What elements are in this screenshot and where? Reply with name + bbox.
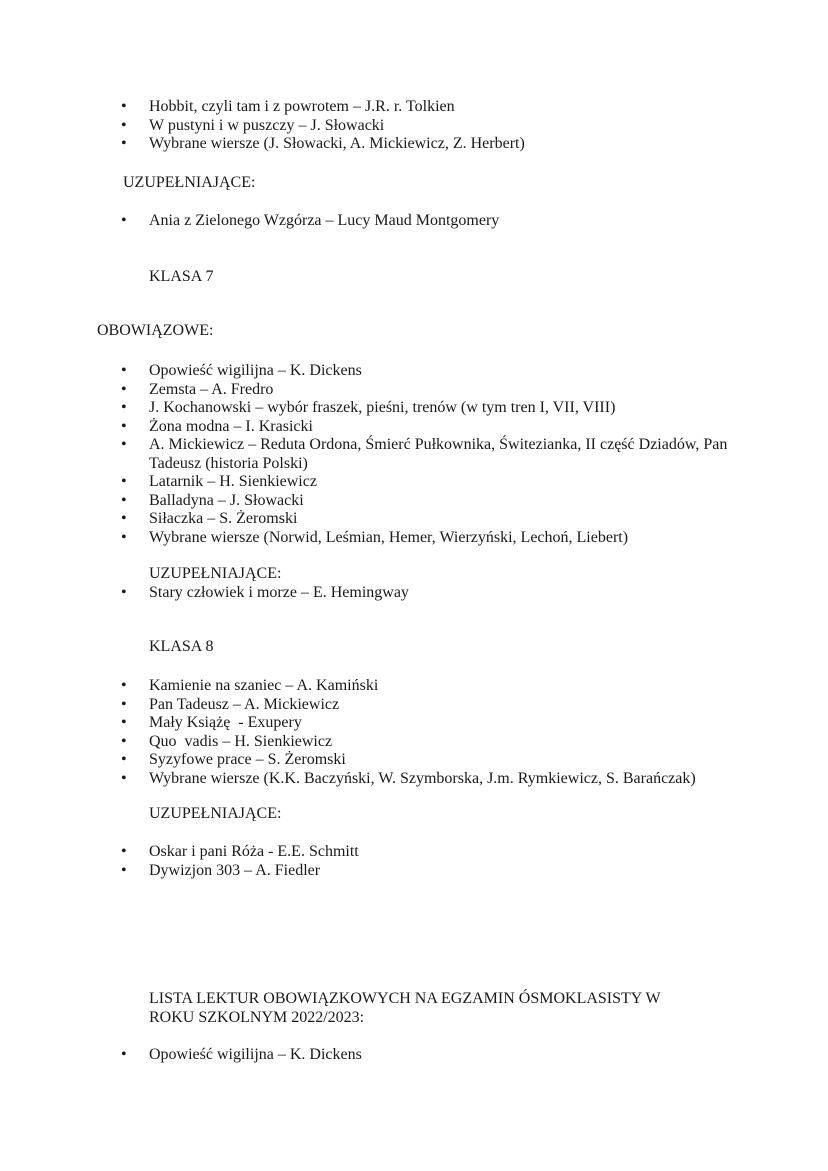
list-item-text: Wybrane wiersze (K.K. Baczyński, W. Szymborska, J.m. Rymkiewicz, S. Barańczak) (149, 769, 696, 787)
list-item (0, 436, 740, 473)
list-item (0, 510, 740, 529)
bullet: • (121, 362, 127, 379)
klasa8-required-list (0, 677, 760, 788)
klasa7-supplementary-list (0, 584, 700, 603)
list-item-text: W pustyni i w puszczy – J. Słowacki (149, 116, 385, 134)
list-item-text: Oskar i pani Róża - E.E. Schmitt (149, 843, 359, 860)
list-item (0, 1046, 700, 1065)
klasa6-supplementary-list (0, 212, 700, 231)
bullet: • (121, 135, 127, 152)
list-item-text: Syzyfowe prace – S. Żeromski (149, 751, 346, 768)
list-item-text: J. Kochanowski – wybór fraszek, pieśni, trenów (w tym tren I, VII, VIII) (149, 399, 616, 416)
bullet: • (121, 584, 127, 601)
bullet: • (121, 491, 127, 509)
list-item-text: Kamienie na szaniec – A. Kamiński (149, 677, 379, 694)
list-item (0, 843, 700, 862)
bullet: • (121, 98, 127, 115)
list-item (0, 98, 700, 117)
bullet: • (121, 861, 127, 879)
bullet: • (121, 677, 127, 694)
list-item (0, 677, 760, 696)
bullet: • (121, 1046, 127, 1063)
list-item-text: A. Mickiewicz – Reduta Ordona, Śmierć Pułkownika, Świtezianka, II część Dziadów, Pan Tadeusz (historia Polski) (149, 436, 728, 472)
list-item (0, 212, 700, 231)
list-item-text: Wybrane wiersze (J. Słowacki, A. Mickiewicz, Z. Herbert) (149, 135, 525, 152)
bullet: • (121, 732, 127, 750)
list-item (0, 135, 700, 154)
list-item-text: Latarnik – H. Sienkiewicz (149, 473, 317, 490)
list-item (0, 862, 700, 881)
heading-supplementary: UZUPEŁNIAJĄCE: (149, 565, 282, 582)
list-item (0, 733, 760, 752)
heading-klasa-8: KLASA 8 (149, 638, 214, 655)
list-item (0, 381, 740, 400)
list-item-text: Balladyna – J. Słowacki (149, 491, 304, 509)
heading-exam-line-1: LISTA LEKTUR OBOWIĄZKOWYCH NA EGZAMIN ÓSMOKLASISTY W (149, 990, 661, 1007)
klasa8-supplementary-list (0, 843, 700, 880)
exam-list (0, 1046, 700, 1065)
list-item-text: Dywizjon 303 – A. Fiedler (149, 861, 321, 879)
list-item (0, 117, 700, 136)
bullet: • (121, 528, 127, 546)
bullet: • (121, 417, 127, 435)
list-item-text: Quo vadis – H. Sienkiewicz (149, 732, 333, 750)
list-item-text: Siłaczka – S. Żeromski (149, 510, 298, 527)
bullet: • (121, 380, 127, 398)
heading-supplementary: UZUPEŁNIAJĄCE: (149, 805, 282, 822)
list-item-text: Ania z Zielonego Wzgórza – Lucy Maud Montgomery (149, 212, 500, 229)
bullet: • (121, 714, 127, 731)
list-item (0, 399, 740, 418)
klasa7-required-list (0, 362, 740, 547)
list-item (0, 751, 760, 770)
list-item (0, 584, 700, 603)
bullet: • (121, 843, 127, 860)
list-item-text: Pan Tadeusz – A. Mickiewicz (149, 695, 340, 713)
list-item-text: Opowieść wigilijna – K. Dickens (149, 1046, 362, 1063)
heading-exam-line-2: ROKU SZKOLNYM 2022/2023: (149, 1008, 365, 1026)
heading-exam-list (149, 990, 661, 1027)
list-item-text: Żona modna – I. Krasicki (149, 417, 313, 435)
bullet: • (121, 769, 127, 787)
list-item (0, 492, 740, 511)
bullet: • (121, 436, 127, 453)
list-item (0, 362, 740, 381)
list-item-text: Mały Książę - Exupery (149, 714, 302, 731)
list-item-text: Zemsta – A. Fredro (149, 380, 274, 398)
list-item (0, 473, 740, 492)
bullet: • (121, 399, 127, 416)
list-item (0, 418, 740, 437)
list-item-text: Wybrane wiersze (Norwid, Leśmian, Hemer, Wierzyński, Lechoń, Liebert) (149, 528, 629, 546)
list-item (0, 770, 760, 789)
list-item-text: Hobbit, czyli tam i z powrotem – J.R. r. Tolkien (149, 98, 455, 115)
list-item-text: Stary człowiek i morze – E. Hemingway (149, 584, 409, 601)
bullet: • (121, 212, 127, 229)
heading-klasa-7: KLASA 7 (149, 268, 214, 285)
bullet: • (121, 510, 127, 527)
heading-supplementary: UZUPEŁNIAJĄCE: (123, 174, 256, 191)
list-item (0, 696, 760, 715)
heading-required: OBOWIĄZOWE: (97, 322, 214, 339)
list-item (0, 529, 740, 548)
bullet: • (121, 695, 127, 713)
bullet: • (121, 116, 127, 134)
list-item (0, 714, 760, 733)
bullet: • (121, 473, 127, 490)
bullet: • (121, 751, 127, 768)
list-item-text: Opowieść wigilijna – K. Dickens (149, 362, 362, 379)
klasa6-required-list (0, 98, 700, 154)
